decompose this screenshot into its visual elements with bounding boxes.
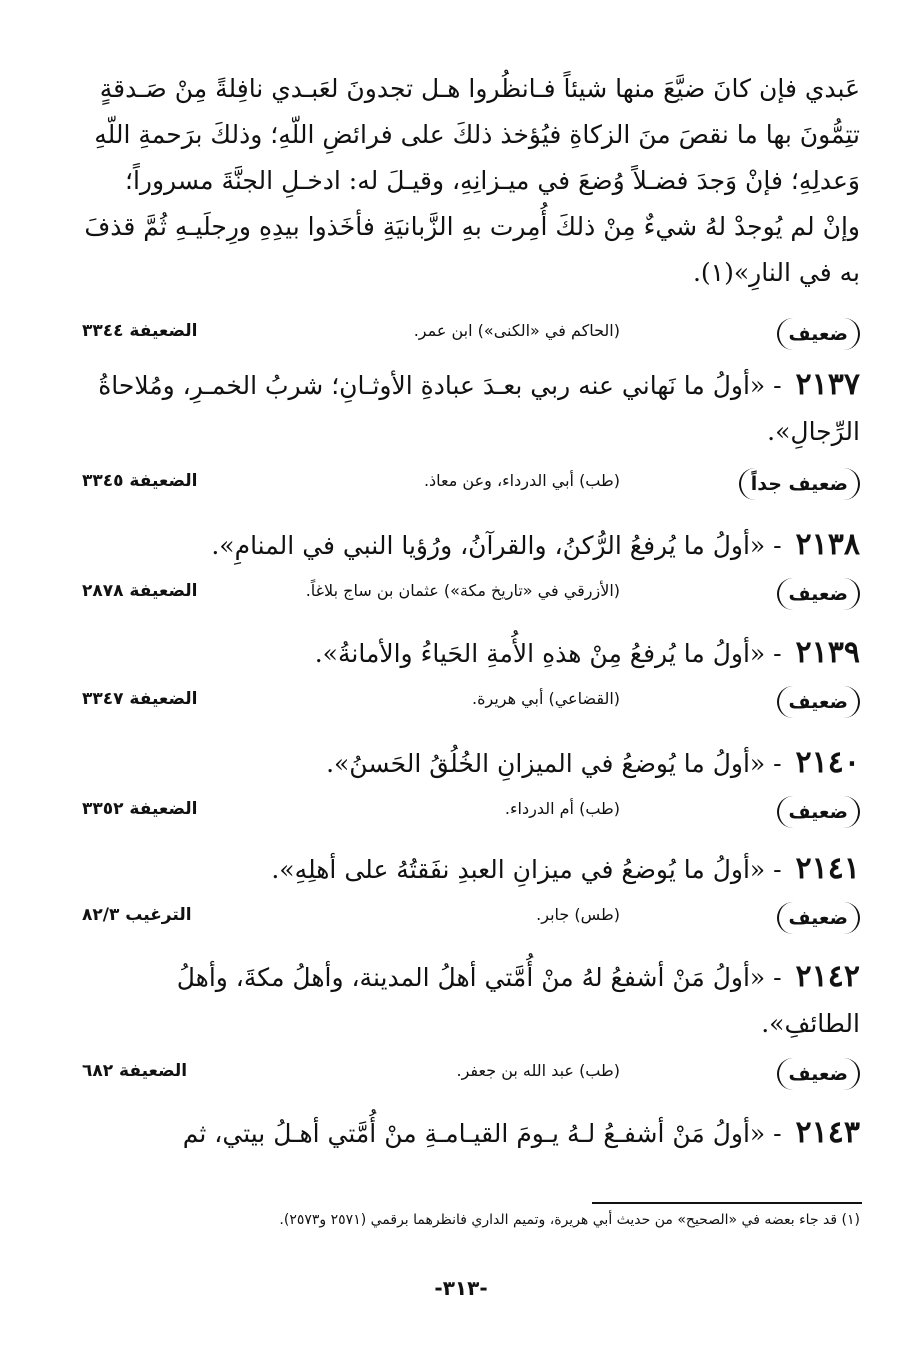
grade-badge: ضعيف [777,902,860,934]
reference: الضعيفة ٣٣٥٢ [82,799,198,819]
grading-row [82,796,860,836]
intro-paragraph [82,66,860,296]
hadith-text: - «أولُ ما يُوضعُ في الميزانِ الخُلُقُ الحَسنُ». [326,749,782,778]
intro-line: تتِمُّونَ بها ما نقصَ منَ الزكاةِ فيُؤخذ ذلكَ على فرائضِ اللّهِ؛ وذلكَ برَحمةِ اللّهِ [94,120,860,149]
hadith-text: - «أولُ ما نَهاني عنه ربي بعـدَ عبادةِ الأوثـانِ؛ شربُ الخمـرِ، ومُلاحاةُ الرِّجالِ». [98,371,860,446]
reference: الضعيفة ٦٨٢ [82,1061,188,1081]
hadith-number: ٢١٣٨ [795,527,860,562]
intro-line: وإنْ لم يُوجدْ لهُ شيءٌ مِنْ ذلكَ أُمِرت بهِ الزَّبانيَةِ فأخَذوا بيدِهِ ورِجلَيـهِ ثُمَّ قذفَ [84,212,860,241]
hadith-entry [82,1110,860,1157]
hadith-number: ٢١٤٠ [795,745,860,780]
reference: الضعيفة ٣٣٤٤ [82,321,198,341]
hadith-entry [82,362,860,455]
reference: الضعيفة ٣٣٤٧ [82,689,198,709]
reference: الضعيفة ٣٣٤٥ [82,471,198,491]
grade-badge: ضعيف [777,1058,860,1090]
grading-row [82,578,860,618]
grade-badge: ضعيف [777,686,860,718]
hadith-source: (طس) جابر. [536,905,620,924]
hadith-text: - «أولُ مَنْ أشفعُ لهُ منْ أُمَّتي أهلُ المدينة، وأهلُ مكةَ، وأهلُ الطائفِ». [176,963,860,1038]
grading-row [82,902,860,942]
grade-badge: ضعيف [777,578,860,610]
hadith-text: - «أولُ ما يُرفعُ الرُّكنُ، والقرآنُ، ورُؤيا النبي في المنامِ». [211,531,782,560]
hadith-entry [82,522,860,569]
grading-row [82,468,860,508]
hadith-number: ٢١٤١ [795,851,860,886]
grade-badge: ضعيف جداً [739,468,860,500]
hadith-source: (القضاعي) أبي هريرة. [472,689,620,708]
hadith-text: - «أولُ ما يُوضعُ في ميزانِ العبدِ نفَقتُهُ على أهلِهِ». [271,855,782,884]
hadith-text: - «أولُ ما يُرفعُ مِنْ هذهِ الأُمةِ الحَياءُ والأمانةُ». [314,639,782,668]
grade-badge: ضعيف [777,318,860,350]
hadith-entry [82,846,860,893]
footnote: (١) قد جاء بعضه في «الصحيح» من حديث أبي هريرة، وتميم الداري فانظرهما برقمي (٢٥٧١ و٢٥٧٣). [279,1212,860,1228]
hadith-source: (الأزرقي في «تاريخ مكة») عثمان بن ساج بلاغاً. [305,581,620,600]
grading-row [82,686,860,726]
page-number: -٣١٣- [434,1276,488,1300]
intro-line: وَعدلِهِ؛ فإنْ وَجدَ فضـلاً وُضعَ في ميـزانِهِ، وقيـلَ له: ادخـلِ الجنَّةَ مسروراً؛ [125,166,860,195]
hadith-source: (طب) أبي الدرداء، وعن معاذ. [423,471,620,490]
hadith-number: ٢١٤٢ [795,959,860,994]
hadith-text: - «أولُ مَنْ أشفـعُ لـهُ يـومَ القيـامـةِ منْ أُمَّتي أهـلُ بيتي، ثم [182,1119,782,1148]
grade-badge: ضعيف [777,796,860,828]
footnote-divider [592,1202,862,1204]
hadith-source: (طب) أم الدرداء. [504,799,620,818]
reference: الترغيب ٨٢/٣ [82,905,192,925]
hadith-number: ٢١٣٧ [795,367,860,402]
hadith-entry [82,740,860,787]
reference: الضعيفة ٢٨٧٨ [82,581,198,601]
hadith-number: ٢١٣٩ [795,635,860,670]
intro-line: عَبدي فإن كانَ ضيَّعَ منها شيئاً فـانظُروا هـل تجدونَ لعَبـدي نافِلةً مِنْ صَـدقةٍ [99,74,860,103]
hadith-source: (الحاكم في «الكنى») ابن عمر. [413,321,620,340]
hadith-entry [82,630,860,677]
hadith-entry [82,954,860,1047]
hadith-number: ٢١٤٣ [795,1115,860,1150]
grading-row [82,1058,860,1098]
hadith-source: (طب) عبد الله بن جعفر. [456,1061,620,1080]
intro-line: به في النارِ»(١). [692,258,860,287]
grading-row [82,318,860,358]
